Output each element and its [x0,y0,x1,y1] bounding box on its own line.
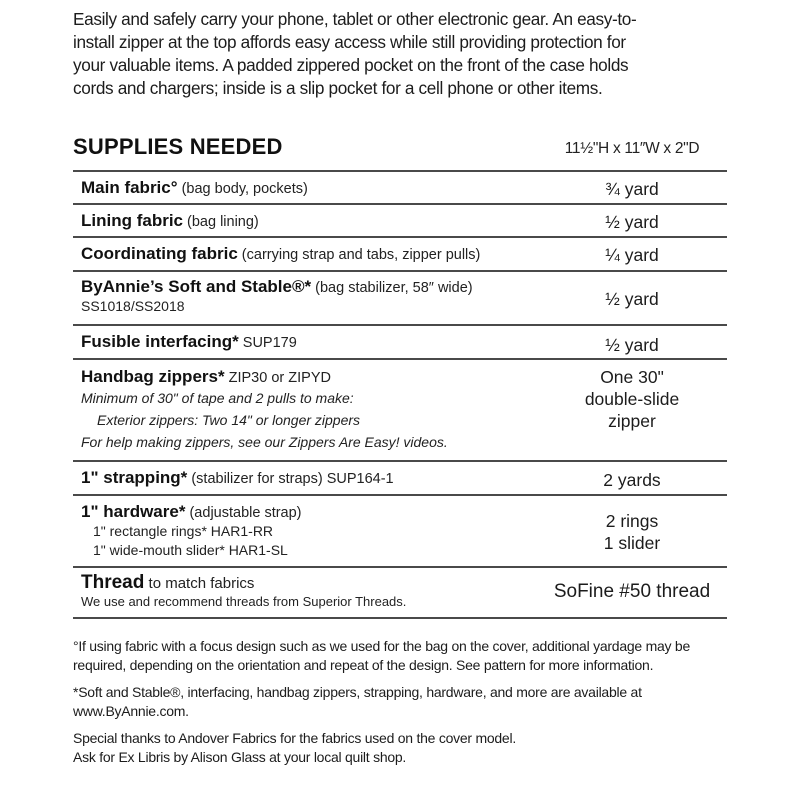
supply-amount-line: double-slide [584,389,680,409]
byannie-link[interactable]: www.ByAnnie.com. [73,703,189,719]
supply-name: Thread [81,572,145,593]
supply-desc: SUP179 [238,335,297,351]
supply-amount-line: One 30" [600,367,664,387]
supply-part: 1" wide-mouth slider* HAR1-SL [93,542,288,558]
availability-note: *Soft and Stable®, interfacing, handbag zippers, strapping, hardware, and more are available at www.ByAnnie.com. [73,684,642,719]
supplies-header [73,134,727,166]
supply-desc: (bag lining) [183,214,259,230]
intro-line: your valuable items. A padded zippered pocket on the front of the case holds [73,55,629,75]
supply-name: 1" strapping* [81,468,188,487]
supply-row-fusible-interfacing [73,326,727,360]
thanks-note: Special thanks to Andover Fabrics for the fabrics used on the cover model. Ask for Ex Libris by Alison Glass at your local quilt shop. [73,730,516,765]
supplies-title: SUPPLIES NEEDED [73,134,283,159]
supplies-table [73,170,727,619]
supply-note: For help making zippers, see our Zippers Are Easy! videos. [81,434,448,450]
supply-row-thread [73,568,727,619]
supply-amount: ½ yard [605,335,659,355]
supply-amount: ¼ yard [605,245,659,265]
supply-name: Main fabric° [81,178,178,197]
supply-row-hardware [73,496,727,568]
supply-note: Minimum of 30" of tape and 2 pulls to make: [81,390,354,406]
supply-desc: (bag body, pockets) [177,181,308,197]
supply-sku: SS1018/SS2018 [81,298,185,314]
supply-row-coordinating-fabric [73,238,727,272]
supply-row-handbag-zippers [73,360,727,462]
supply-amount [537,510,727,554]
footnotes [73,637,753,775]
supply-row-lining-fabric [73,205,727,238]
supply-name: ByAnnie’s Soft and Stable®* [81,277,312,296]
supply-name: 1" hardware* [81,502,186,521]
bag-dimensions: 11½"H x 11″W x 2"D [564,140,700,157]
supply-name: Fusible interfacing* [81,332,239,351]
supply-desc: (stabilizer for straps) SUP164-1 [187,471,394,487]
supply-desc: to match fabrics [144,575,255,592]
supply-amount: ½ yard [605,212,659,232]
intro-line: Easily and safely carry your phone, tablet or other electronic gear. An easy-to- [73,9,637,29]
supply-note: We use and recommend threads from Superior Threads. [81,594,407,609]
supply-desc: (carrying strap and tabs, zipper pulls) [237,247,481,263]
focus-design-note: °If using fabric with a focus design such as we used for the bag on the cover, additional yardage may be required, depending on the orientation and repeat of the design. See pattern for more information. [73,638,690,673]
supply-amount: SoFine #50 thread [553,581,711,602]
supply-amount: 2 yards [603,470,661,490]
supply-part: 1" rectangle rings* HAR1-RR [93,523,274,539]
intro-line: install zipper at the top affords easy access while still providing protection for [73,32,626,52]
supply-row-strapping [73,462,727,496]
supply-amount: ½ yard [605,289,659,309]
supply-desc: (bag stabilizer, 58″ wide) [311,280,473,296]
supply-row-main-fabric [73,172,727,205]
supply-desc: (adjustable strap) [185,505,302,521]
supply-amount-line: zipper [608,411,656,431]
supply-name: Coordinating fabric [81,244,238,263]
supply-amount [537,366,727,432]
intro-line: cords and chargers; inside is a slip pocket for a cell phone or other items. [73,78,603,98]
supply-desc: ZIP30 or ZIPYD [224,370,331,386]
supply-name: Lining fabric [81,211,183,230]
supply-amount: ¾ yard [605,179,659,199]
intro-paragraph [73,8,753,100]
supply-amount-line: 2 rings [605,511,659,531]
supply-amount-line: 1 slider [603,533,661,553]
supply-row-soft-and-stable [73,272,727,326]
supply-note: Exterior zippers: Two 14" or longer zippers [97,412,361,428]
supply-name: Handbag zippers* [81,367,225,386]
